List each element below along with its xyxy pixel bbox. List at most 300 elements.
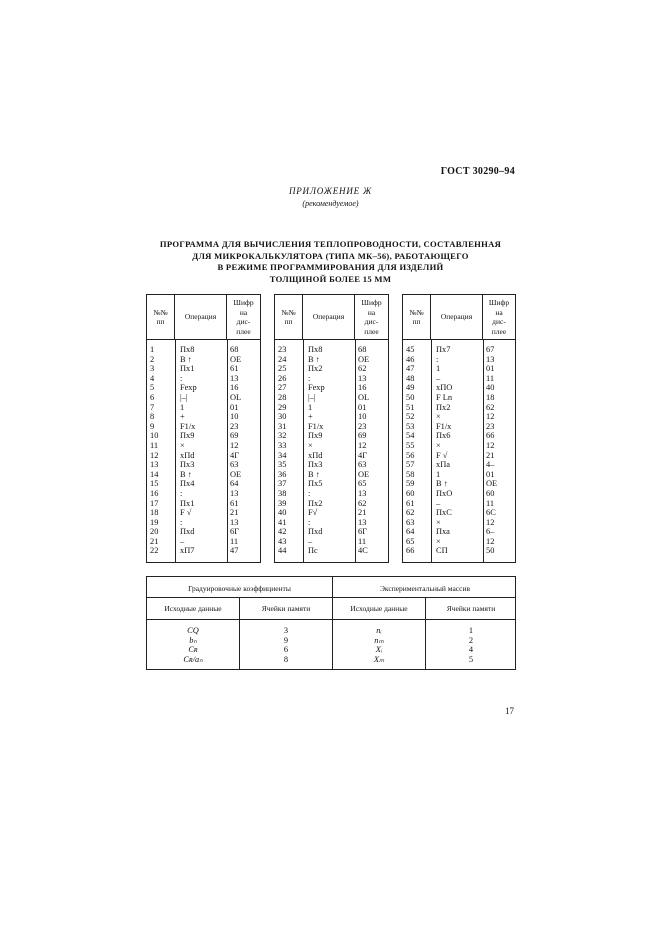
table-row [147,441,260,451]
table-row [275,546,388,556]
table-row [275,479,388,489]
table-row [147,431,260,441]
header-code: дис- [364,317,379,326]
display-code: 13 [358,488,367,498]
step-number: 42 [278,527,287,537]
operation: хПd [308,450,323,460]
table-row [147,422,260,432]
header-code: Шифр [361,298,382,307]
display-code: 40 [486,383,495,393]
step-number: 57 [406,460,415,470]
display-code: 01 [486,469,495,479]
operation: В ↑ [180,354,192,364]
display-code: 62 [486,402,495,412]
operation: Пх8 [180,345,195,354]
display-code: 67 [486,345,495,354]
step-number: 48 [406,373,415,383]
step-number: 11 [150,440,159,450]
display-code: 47 [230,546,239,556]
source-value: CQ [187,626,199,635]
step-number: 8 [150,412,155,422]
step-number: 21 [150,536,159,546]
table-row [147,479,260,489]
step-number: 52 [406,412,415,422]
operation: 1 [436,364,441,374]
memory-cell: 8 [283,654,289,664]
table-row [275,537,388,547]
operation: Fехр [180,383,197,393]
source-value: Cʀ [188,645,198,655]
memory-cell: 3 [283,626,289,635]
step-number: 4 [150,373,155,383]
header-code: на [239,307,248,317]
title-line: ПРОГРАММА ДЛЯ ВЫЧИСЛЕНИЯ ТЕПЛОПРОВОДНОСТИ, СОСТАВЛЕННАЯ [159,239,502,249]
table-row [403,537,515,547]
step-number: 51 [406,402,415,412]
operation: : [308,517,311,527]
table-row [403,527,515,537]
step-number: 15 [150,479,159,489]
header-number: пп [412,317,421,326]
operation: × [180,440,185,450]
table-row [275,499,388,509]
operation: В ↑ [436,479,448,489]
table-row [403,451,515,461]
display-code: 69 [358,431,367,441]
display-code: 11 [486,373,495,383]
display-code: 63 [230,460,239,470]
table-row [403,393,515,403]
display-code: 13 [486,354,495,364]
display-code: 4– [486,460,495,470]
step-number: 28 [278,392,287,402]
display-code: 23 [230,421,239,431]
step-number: 22 [150,546,159,556]
document-title [140,239,521,285]
operation: хП7 [180,546,195,556]
step-number: 23 [278,345,287,354]
operation: F √ [436,450,448,460]
operation: F1/х [436,421,452,431]
operation: хПd [180,450,195,460]
display-code: 61 [230,498,239,508]
operation: хПа [436,460,450,470]
step-number: 64 [406,527,415,537]
operation: – [180,536,185,546]
table-row [275,383,388,393]
operation: + [308,412,313,422]
table-row [403,364,515,374]
display-code: 18 [486,392,495,402]
step-number: 25 [278,364,287,374]
table-row [403,499,515,509]
table-row [147,412,260,422]
step-number: 55 [406,440,415,450]
step-number: 46 [406,354,415,364]
header-number: №№ [153,307,168,317]
header-operation: Операция [175,295,227,339]
display-code: 6Г [230,527,240,537]
memory-cell: 9 [283,635,289,645]
col-header-memory: Ячейки памяти [446,604,496,613]
display-code: 6– [486,527,495,537]
table-row [275,518,388,528]
step-number: 24 [278,354,287,364]
program-table [274,294,389,563]
display-code: 11 [486,498,495,508]
step-number: 47 [406,364,415,374]
step-number: 61 [406,498,415,508]
header-code: дис- [236,317,251,326]
display-code: 12 [230,440,239,450]
step-number: 31 [278,421,287,431]
display-code: OL [358,392,370,402]
operation: F1/х [308,421,324,431]
header-code: на [495,307,503,317]
table-row [403,355,515,365]
title-line: ДЛЯ МИКРОКАЛЬКУЛЯТОРА (ТИПА МК–56), РАБОТАЮЩЕГО [192,250,469,261]
operation: × [308,440,313,450]
display-code: 62 [358,498,367,508]
operation: – [308,536,313,546]
step-number: 2 [150,354,155,364]
step-number: 56 [406,450,415,460]
step-number: 62 [406,508,415,518]
display-code: 10 [230,412,239,422]
display-code: 10 [358,412,367,422]
display-code: 65 [358,479,367,489]
table-row [147,546,260,556]
table-row [147,518,260,528]
table-header [403,295,515,340]
group-header-experimental: Экспериментальный массив [379,584,471,593]
step-number: 14 [150,469,159,479]
step-number: 41 [278,517,287,527]
source-value: Cʀ/aₙ [183,654,203,664]
display-code: 63 [358,460,367,470]
operation: В ↑ [308,354,320,364]
step-number: 19 [150,517,159,527]
display-code: 01 [358,402,367,412]
header-code: дис- [492,317,506,326]
table-row [403,345,515,355]
table-row [147,508,260,518]
step-number: 17 [150,498,159,508]
source-value: nᵢ [376,626,382,635]
table-row [147,537,260,547]
step-number: 40 [278,508,287,518]
group-header-calibration: Градуировочные коэффициенты [188,584,291,593]
table-row [147,403,260,413]
step-number: 35 [278,460,287,470]
step-number: 66 [406,546,415,556]
table-row [147,393,260,403]
operation: Пх5 [308,479,323,489]
display-code: 62 [358,364,367,374]
table-row [403,431,515,441]
step-number: 39 [278,498,287,508]
operation: СП [436,546,448,556]
table-row [275,451,388,461]
table-row [147,527,260,537]
operation: Пх2 [436,402,451,412]
step-number: 54 [406,431,415,441]
table-row [275,527,388,537]
operation: Пх9 [308,431,323,441]
title-line: ТОЛЩИНОЙ БОЛЕЕ 15 ММ [269,273,392,284]
title-line: В РЕЖИМЕ ПРОГРАММИРОВАНИЯ ДЛЯ ИЗДЕЛИЙ [217,262,444,273]
display-code: 11 [230,536,239,546]
table-header [147,295,260,340]
table-row [275,460,388,470]
display-code: 01 [486,364,495,374]
display-code: 50 [486,546,495,556]
header-number: №№ [281,307,296,317]
table-row [275,355,388,365]
display-code: 6Г [358,527,368,537]
display-code: ОЕ [358,354,370,364]
operation: × [436,536,441,546]
operation: Пхd [180,527,195,537]
memory-cell: 6 [283,645,289,655]
operation: 1 [436,469,441,479]
operation: × [436,412,441,422]
display-code: 60 [486,488,495,498]
operation: F1/х [180,421,196,431]
table-row [147,355,260,365]
operation: – [436,373,441,383]
step-number: 58 [406,469,415,479]
display-code: 4Г [230,450,240,460]
operation: : [180,517,183,527]
step-number: 27 [278,383,287,393]
table-row [147,451,260,461]
memory-cell: 4 [468,645,474,655]
step-number: 63 [406,517,415,527]
coefficients-table [146,576,516,670]
display-code: 11 [358,536,367,546]
step-number: 1 [150,345,155,354]
step-number: 9 [150,421,155,431]
display-code: 16 [358,383,367,393]
source-value: Xᵢ [375,645,383,655]
operation: ПхС [436,508,452,518]
step-number: 26 [278,373,287,383]
col-header-memory: Ячейки памяти [261,604,311,613]
operation: Пха [436,527,450,537]
step-number: 12 [150,450,159,460]
source-value: nₘ [374,635,384,645]
step-number: 33 [278,440,287,450]
memory-cell: 2 [468,635,474,645]
operation: Пх2 [308,364,323,374]
operation: Пх8 [308,345,323,354]
display-code: 61 [230,364,239,374]
step-number: 32 [278,431,287,441]
display-code: 01 [230,402,239,412]
step-number: 43 [278,536,287,546]
operation: F √ [180,508,192,518]
display-code: ОЕ [358,469,370,479]
operation: Пх1 [180,364,195,374]
step-number: 10 [150,431,159,441]
display-code: 13 [358,373,367,383]
operation: Пх3 [308,460,323,470]
table-row [403,470,515,480]
header-number: пп [284,317,293,326]
operation: |–| [180,392,188,402]
program-table [402,294,516,563]
header-code: на [367,307,376,317]
display-code: 21 [230,508,239,518]
table-row [403,403,515,413]
appendix-note: (рекомендуемое) [302,199,359,208]
source-value: bₙ [189,635,197,645]
step-number: 3 [150,364,155,374]
operation: Пс [308,546,318,556]
table-row [147,345,260,355]
operation: Пх2 [308,498,323,508]
step-number: 30 [278,412,287,422]
table-row [275,470,388,480]
table-row [403,441,515,451]
operation: Пх7 [436,345,451,354]
display-code: 68 [230,345,239,354]
step-number: 65 [406,536,415,546]
table-row [275,403,388,413]
step-number: 16 [150,488,159,498]
step-number: 60 [406,488,415,498]
table-header [275,295,388,340]
table-row [403,383,515,393]
header-code: плее [364,326,379,336]
display-code: OL [230,392,242,402]
operation: : [308,488,311,498]
table-row [275,441,388,451]
operation: хПО [436,383,453,393]
operation: Пхd [308,527,323,537]
table-row [147,460,260,470]
step-number: 38 [278,488,287,498]
step-number: 59 [406,479,415,489]
operation: : [180,373,183,383]
display-code: 21 [358,508,367,518]
step-number: 13 [150,460,159,470]
step-number: 7 [150,402,155,412]
operation: Пх4 [180,479,195,489]
operation: |–| [308,392,316,402]
operation: Fехр [308,383,325,393]
table-row [403,518,515,528]
operation: : [180,488,183,498]
operation: В ↑ [308,469,320,479]
operation: 1 [308,402,313,412]
appendix-label: ПРИЛОЖЕНИЕ Ж [288,186,373,196]
step-number: 29 [278,402,287,412]
display-code: 69 [230,431,239,441]
display-code: 12 [486,536,495,546]
operation: Пх3 [180,460,195,470]
table-row [147,383,260,393]
table-row [275,489,388,499]
operation: Пх9 [180,431,195,441]
display-code: 21 [486,450,495,460]
operation: В ↑ [180,469,192,479]
header-number: №№ [409,307,424,317]
display-code: ОЕ [230,469,242,479]
display-code: 13 [230,517,239,527]
document-code: ГОСТ 30290–94 [440,166,515,177]
step-number: 18 [150,508,159,518]
table-row [275,412,388,422]
header-number: пп [156,317,165,326]
display-code: 64 [230,479,239,489]
step-number: 49 [406,383,415,393]
operation: F√ [308,508,318,518]
step-number: 34 [278,450,287,460]
display-code: 12 [358,440,367,450]
table-row [403,479,515,489]
source-value: Xₘ [373,654,385,664]
program-table [146,294,261,563]
display-code: 4С [358,546,368,556]
col-header-source: Исходные данные [164,604,222,613]
table-row [147,364,260,374]
table-row [403,508,515,518]
header-operation: Операция [431,295,483,339]
operation: Пх1 [180,498,195,508]
table-row [147,489,260,499]
operation: + [180,412,185,422]
display-code: 13 [230,373,239,383]
table-row [275,508,388,518]
display-code: 23 [486,421,495,431]
table-row [403,374,515,384]
display-code: 68 [358,345,367,354]
table-row [403,546,515,556]
header-code: плее [491,326,507,336]
header-code: плее [236,326,251,336]
page-number: 17 [505,706,514,716]
step-number: 20 [150,527,159,537]
step-number: 37 [278,479,287,489]
table-row [275,431,388,441]
step-number: 6 [150,392,155,402]
display-code: 66 [486,431,495,441]
table-row [403,412,515,422]
step-number: 36 [278,469,287,479]
table-row [147,470,260,480]
step-number: 44 [278,546,287,556]
display-code: 6С [486,508,496,518]
table-row [147,499,260,509]
display-code: 23 [358,421,367,431]
operation: F Ln [436,392,453,402]
table-row [275,345,388,355]
table-row [275,422,388,432]
display-code: 13 [358,517,367,527]
operation: × [436,517,441,527]
step-number: 45 [406,345,415,354]
step-number: 50 [406,392,415,402]
table-row [147,374,260,384]
operation: – [436,498,441,508]
display-code: 13 [230,488,239,498]
table-row [275,393,388,403]
operation: : [308,373,311,383]
display-code: 4Г [358,450,368,460]
display-code: 12 [486,412,495,422]
